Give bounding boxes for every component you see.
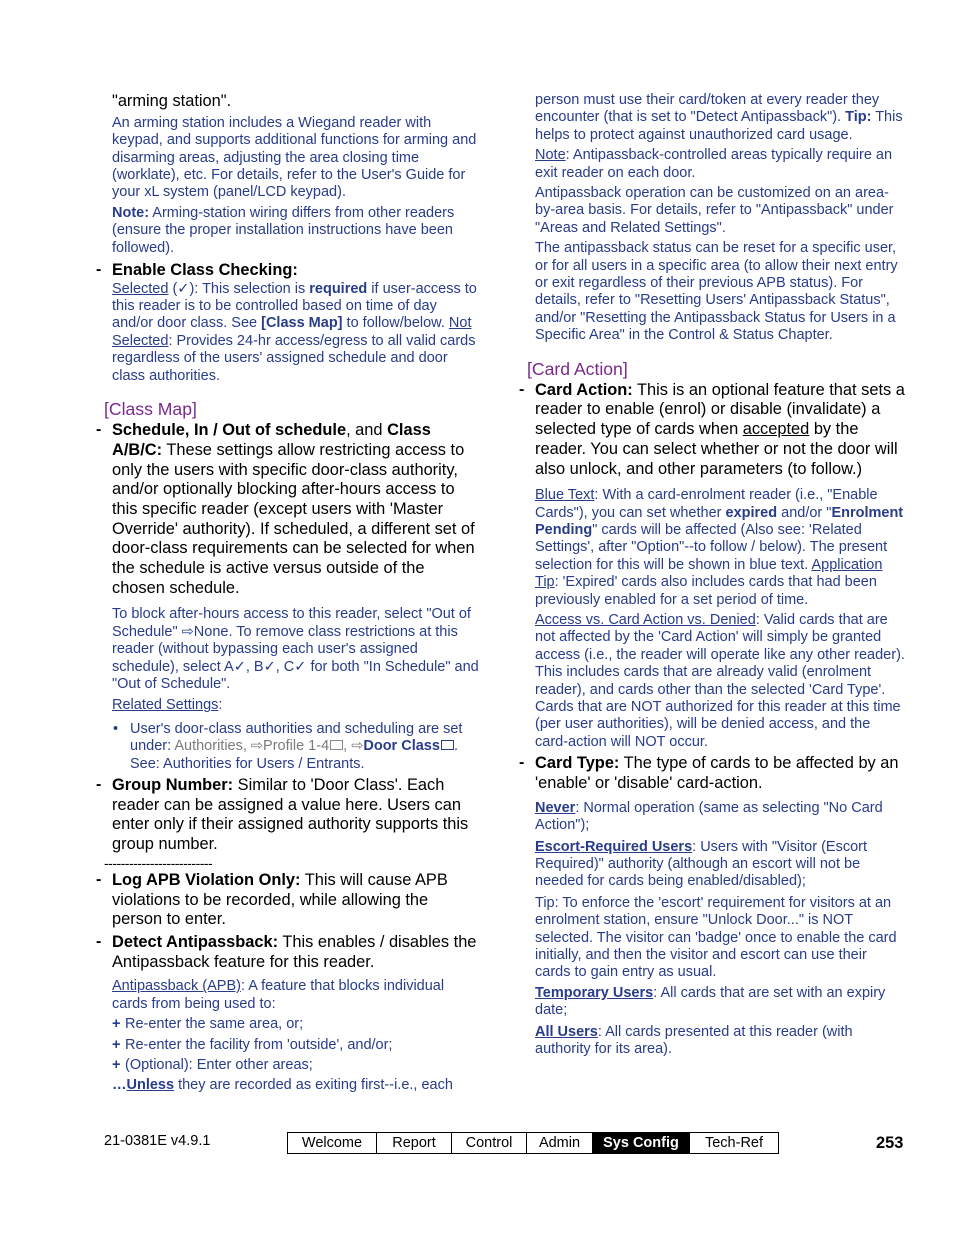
item-dash: - bbox=[96, 933, 102, 950]
note-label: Note bbox=[535, 147, 566, 164]
arming-station-note bbox=[104, 205, 480, 257]
schedule-description: Schedule, In / Out of schedule, and Class A/B/C: These settings allow restricting access to only the users with specific door-class authority, and/or optionally blocking after-hours access to this specific reader (except users with 'Master Override' authority). If scheduled, a different set of door-class requirements can be selected for when the schedule is active versus outside of the chosen schedule. bbox=[112, 421, 475, 597]
temporary-users-label: Temporary Users bbox=[535, 984, 654, 1001]
escort-required-label: Escort-Required Users bbox=[535, 838, 693, 855]
tab-welcome[interactable]: Welcome bbox=[288, 1133, 377, 1153]
access-vs-label: Access vs. Card Action vs. Denied bbox=[535, 612, 756, 629]
group-number-item bbox=[96, 776, 480, 855]
plus-icon: + bbox=[112, 1057, 121, 1074]
unless-word: Unless bbox=[126, 1077, 175, 1094]
all-users-label: All Users bbox=[535, 1023, 598, 1040]
enable-class-checking-description: Selected (✓): This selection is required if user-access to this reader is to be controlled based on time of day and/or door class. See [Class Map] to follow/below. Not Selected: Provides 24-hr access/egress to all valid cards regardless of the users' assigned schedule and door class authorities. bbox=[112, 280, 477, 384]
log-apb-description: Log APB Violation Only: This will cause APB violations to be recorded, while allowing the person to enter. bbox=[112, 870, 448, 929]
temporary-users-option: Temporary Users: All cards that are set with an expiry date; bbox=[535, 984, 886, 1019]
page-number: 253 bbox=[876, 1134, 904, 1152]
apb-label: Antipassback (APB) bbox=[112, 978, 241, 995]
application-tip-label: Application Tip bbox=[535, 556, 883, 591]
log-apb-item bbox=[96, 870, 480, 930]
door-class-path: Door Class bbox=[363, 738, 440, 755]
related-settings: Related Settings: bbox=[112, 697, 223, 714]
apb-list-item: + (Optional): Enter other areas; bbox=[112, 1057, 313, 1074]
item-dash: - bbox=[96, 870, 102, 888]
right-column bbox=[519, 92, 905, 1058]
never-label: Never bbox=[535, 799, 576, 816]
accepted-term: accepted bbox=[742, 420, 810, 439]
bullet-dot: • bbox=[113, 720, 119, 737]
class-map-reference: [Class Map] bbox=[261, 315, 343, 332]
tip-label: Tip: bbox=[845, 109, 872, 126]
apb-list-item: + Re-enter the facility from 'outside', and/or; bbox=[112, 1036, 393, 1053]
blue-text-note: Blue Text: With a card-enrolment reader (i.e., "Enable Cards"), you can set whether expired and/or "Enrolment Pending" cards will be affected (Also see: 'Related Settings', after "Option"--to follow / below). The present selection for this will be shown in blue text. Application Tip: 'Expired' cards also includes cards that had been previously enabled for a set period of time. bbox=[535, 487, 904, 608]
tab-control[interactable]: Control bbox=[452, 1133, 527, 1153]
tab-admin[interactable]: Admin bbox=[527, 1133, 593, 1153]
authorities-path: Authorities, ⇨Profile 1-4 bbox=[174, 738, 330, 755]
folder-icon bbox=[330, 740, 343, 750]
item-dash: - bbox=[96, 421, 102, 439]
apb-definition: Antipassback (APB): A feature that blocks individual cards from being used to: bbox=[112, 978, 445, 1012]
note-text: Arming-station wiring differs from other readers (ensure the proper installation instructions have been followed). bbox=[112, 204, 455, 256]
required-term: required bbox=[309, 280, 368, 297]
tab-tech-ref[interactable]: Tech-Ref bbox=[704, 1135, 764, 1151]
group-number-description: Group Number: Similar to 'Door Class'. Each reader can be assigned a value here. Users can enter only if their assigned authority supports this group number. bbox=[112, 776, 469, 854]
tab-report[interactable]: Report bbox=[377, 1133, 452, 1153]
related-settings-bullet: • User's door-class authorities and scheduling are set under: Authorities, ⇨Profile 1-4 , ⇨Door Class . See: Authorities for Users / Entrants. bbox=[113, 720, 463, 772]
apb-customize-text: Antipassback operation can be customized on an area-by-area basis. For details, refer to "Antipassback" under "Areas and Related Settings". bbox=[535, 185, 894, 236]
related-settings-label: Related Settings bbox=[112, 697, 219, 714]
escort-required-option: Escort-Required Users: Users with "Visitor (Escort Required)" authority (although an escort will not be needed for cards being enabled/disabled); bbox=[535, 838, 868, 890]
left-column bbox=[96, 92, 480, 1095]
enrolment-pending-term: Enrolment Pending bbox=[535, 504, 904, 539]
detect-antipassback-item bbox=[96, 933, 480, 972]
apb-continuation: person must use their card/token at every reader they encounter (that is set to "Detect Antipassback"). Tip: This helps to protect against unauthorized card usage. bbox=[535, 92, 903, 143]
schedule-item bbox=[96, 421, 480, 598]
enable-class-checking-item bbox=[96, 260, 480, 281]
selected-term: Selected bbox=[112, 280, 169, 297]
card-type-description: Card Type: The type of cards to be affected by an 'enable' or 'disable' card-action. bbox=[535, 754, 899, 792]
unless-clause: …Unless they are recorded as exiting first--i.e., each bbox=[112, 1077, 453, 1094]
blue-text-label: Blue Text bbox=[535, 487, 595, 504]
detect-antipassback-description: Detect Antipassback: This enables / disables the Antipassback feature for this reader. bbox=[112, 933, 477, 971]
never-option: Never: Normal operation (same as selecting "No Card Action"); bbox=[535, 799, 883, 834]
not-selected-term: Not Selected bbox=[112, 315, 472, 349]
all-users-option: All Users: All cards presented at this reader (with authority for its area). bbox=[535, 1023, 853, 1057]
item-dash: - bbox=[519, 380, 525, 398]
apb-exit-note: Note: Antipassback-controlled areas typically require an exit reader on each door. bbox=[535, 147, 893, 181]
access-vs-card-action-note: Access vs. Card Action vs. Denied: Valid cards that are not affected by the 'Card Action' will simply be granted access (i.e., the reader will operate like any other reader). This includes cards that are already valid (enrolment reader), and cards other than the selected 'Card Type'. Cards that are NOT authorized for this reader at this time (per user authorities), will be denied access, and the card-action will NOT occur. bbox=[535, 612, 905, 750]
item-dash: - bbox=[96, 260, 102, 278]
card-action-description: Card Action: This is an optional feature that sets a reader to enable (enrol) or disable (invalidate) a selected type of cards when accepted by the reader. You can select whether or not the door will also unlock, and other parameters (to follow.) bbox=[535, 380, 905, 478]
escort-tip: Tip: To enforce the 'escort' requirement for visitors at an enrolment station, ensure "Unlock Door..." is NOT selected. The visitor can 'badge' once to enable the card initially, and then the visitor and escort can use their cards to gain entry as usual. bbox=[535, 894, 897, 981]
plus-icon: + bbox=[112, 1036, 121, 1053]
arming-station-description: An arming station includes a Wiegand reader with keypad, and supports additional functions for arming and disarming areas, adjusting the area closing time (worklate), etc. For details, refer to the User's Guide for your xL system (panel/LCD keypad). bbox=[112, 114, 477, 201]
item-dash: - bbox=[96, 776, 102, 794]
card-action-heading: [Card Action] bbox=[527, 358, 628, 379]
class-map-heading: [Class Map] bbox=[104, 399, 197, 420]
expired-term: expired bbox=[725, 504, 778, 521]
arming-station-quote: "arming station". bbox=[112, 92, 232, 110]
tab-sys-config[interactable]: Sys Config bbox=[593, 1133, 690, 1153]
card-type-item bbox=[519, 754, 905, 793]
chapter-nav bbox=[287, 1132, 779, 1154]
card-action-item bbox=[519, 380, 905, 480]
apb-list-item: + Re-enter the same area, or; bbox=[112, 1016, 304, 1033]
note-label: Note: bbox=[112, 204, 150, 221]
block-after-hours-note: To block after-hours access to this reader, select "Out of Schedule" ⇨None. To remove class restrictions at this reader (without bypassing each user's assigned schedule), select A✓, B✓, C✓ for both "In Schedule" and "Out of Schedule". bbox=[112, 606, 479, 693]
enable-class-checking-title: Enable Class Checking: bbox=[112, 260, 298, 279]
plus-icon: + bbox=[112, 1016, 121, 1033]
folder-icon bbox=[441, 740, 454, 750]
document-code: 21-0381E v4.9.1 bbox=[104, 1133, 211, 1149]
item-dash: - bbox=[519, 754, 525, 772]
separator-line: -------------------------- bbox=[104, 854, 213, 871]
apb-reset-text: The antipassback status can be reset for a specific user, or for all users in a specific area (to allow their next entry or exit regardless of their previous APB status). For details, refer to "Resetting Users' Antipassback Status", and/or "Resetting the Antipassback Status for Users in a Specific Area" in the Control & Status Chapter. bbox=[535, 240, 898, 344]
